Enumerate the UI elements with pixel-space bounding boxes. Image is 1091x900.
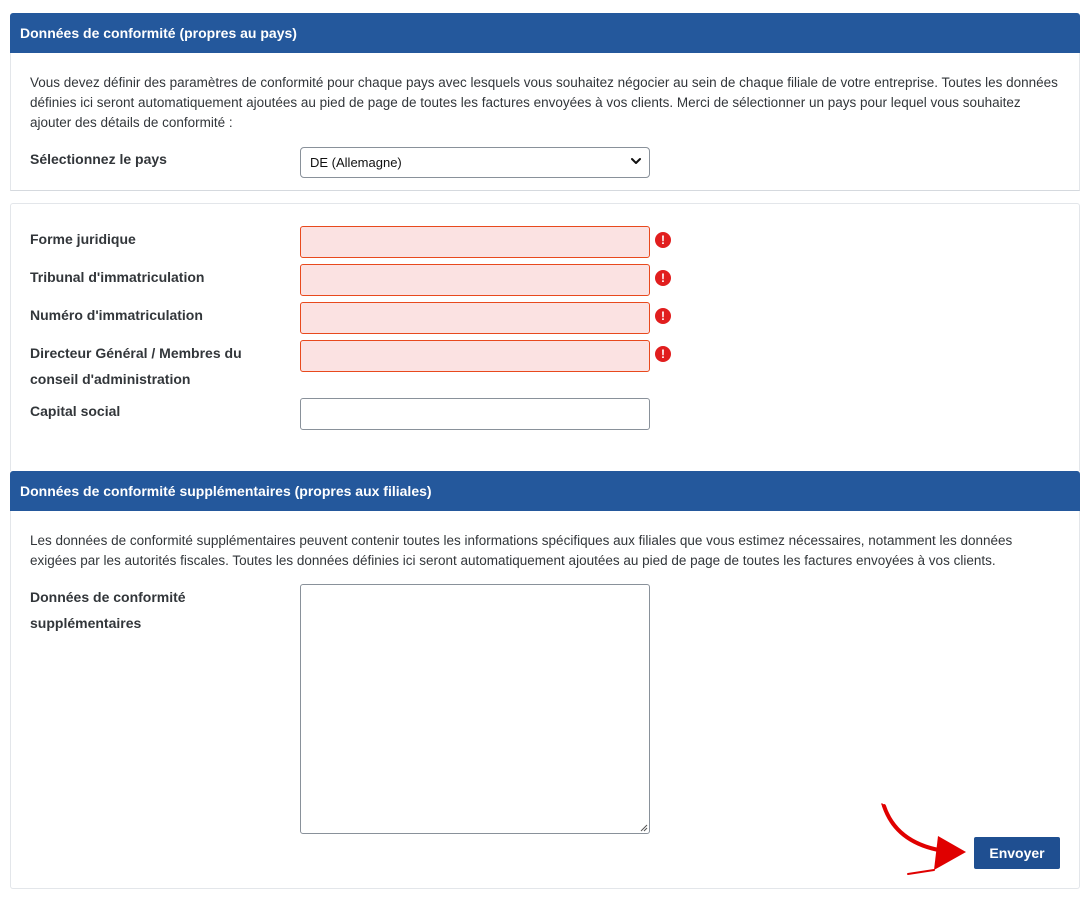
- country-select-value: DE (Allemagne): [310, 155, 402, 170]
- share-capital-label: Capital social: [30, 403, 121, 419]
- country-select-label: Sélectionnez le pays: [30, 151, 167, 167]
- error-icon: !: [655, 270, 671, 286]
- directors-label-line1: Directeur Général / Membres du: [30, 345, 242, 361]
- additional-compliance-description: Les données de conformité supplémentaires peuvent contenir toutes les informations spécifiques aux filiales que vous estimez nécessaires, notamment les données exigées par les autorités fiscales. Toutes les données définies ici seront automatiquement ajoutées au pied de page de toutes les factures envoyées à vos clients.: [30, 533, 1013, 568]
- additional-compliance-header: [10, 471, 1080, 511]
- registration-court-input[interactable]: [300, 264, 650, 296]
- submit-button[interactable]: Envoyer: [974, 837, 1060, 869]
- annotation-arrow-icon: [878, 800, 970, 878]
- chevron-down-icon: [629, 154, 643, 168]
- additional-data-label-line2: supplémentaires: [30, 615, 142, 631]
- directors-label: [30, 340, 280, 392]
- registration-number-label: Numéro d'immatriculation: [30, 307, 203, 323]
- error-icon: !: [655, 346, 671, 362]
- resize-handle-icon[interactable]: [639, 823, 648, 832]
- country-select[interactable]: [300, 147, 650, 178]
- additional-data-label-line1: Données de conformité: [30, 589, 186, 605]
- directors-label-line2: conseil d'administration: [30, 371, 191, 387]
- country-compliance-description: Vous devez définir des paramètres de conformité pour chaque pays avec lesquels vous souhaitez négocier au sein de chaque filiale de votre entreprise. Toutes les données définies ici seront automatiquement ajoutées au pied de page de toutes les factures envoyées à vos clients. Merci de sélectionner un pays pour lequel vous souhaitez ajouter des détails de conformité :: [30, 75, 1058, 130]
- additional-data-label: [30, 584, 280, 636]
- legal-form-label: Forme juridique: [30, 231, 136, 247]
- directors-input[interactable]: [300, 340, 650, 372]
- share-capital-input[interactable]: [300, 398, 650, 430]
- registration-number-input[interactable]: [300, 302, 650, 334]
- error-icon: !: [655, 232, 671, 248]
- legal-form-input[interactable]: [300, 226, 650, 258]
- registration-court-label: Tribunal d'immatriculation: [30, 269, 205, 285]
- additional-compliance-title: Données de conformité supplémentaires (propres aux filiales): [20, 483, 432, 499]
- error-icon: !: [655, 308, 671, 324]
- additional-data-textarea[interactable]: [300, 584, 650, 834]
- country-compliance-title: Données de conformité (propres au pays): [20, 25, 297, 41]
- country-compliance-header: [10, 13, 1080, 53]
